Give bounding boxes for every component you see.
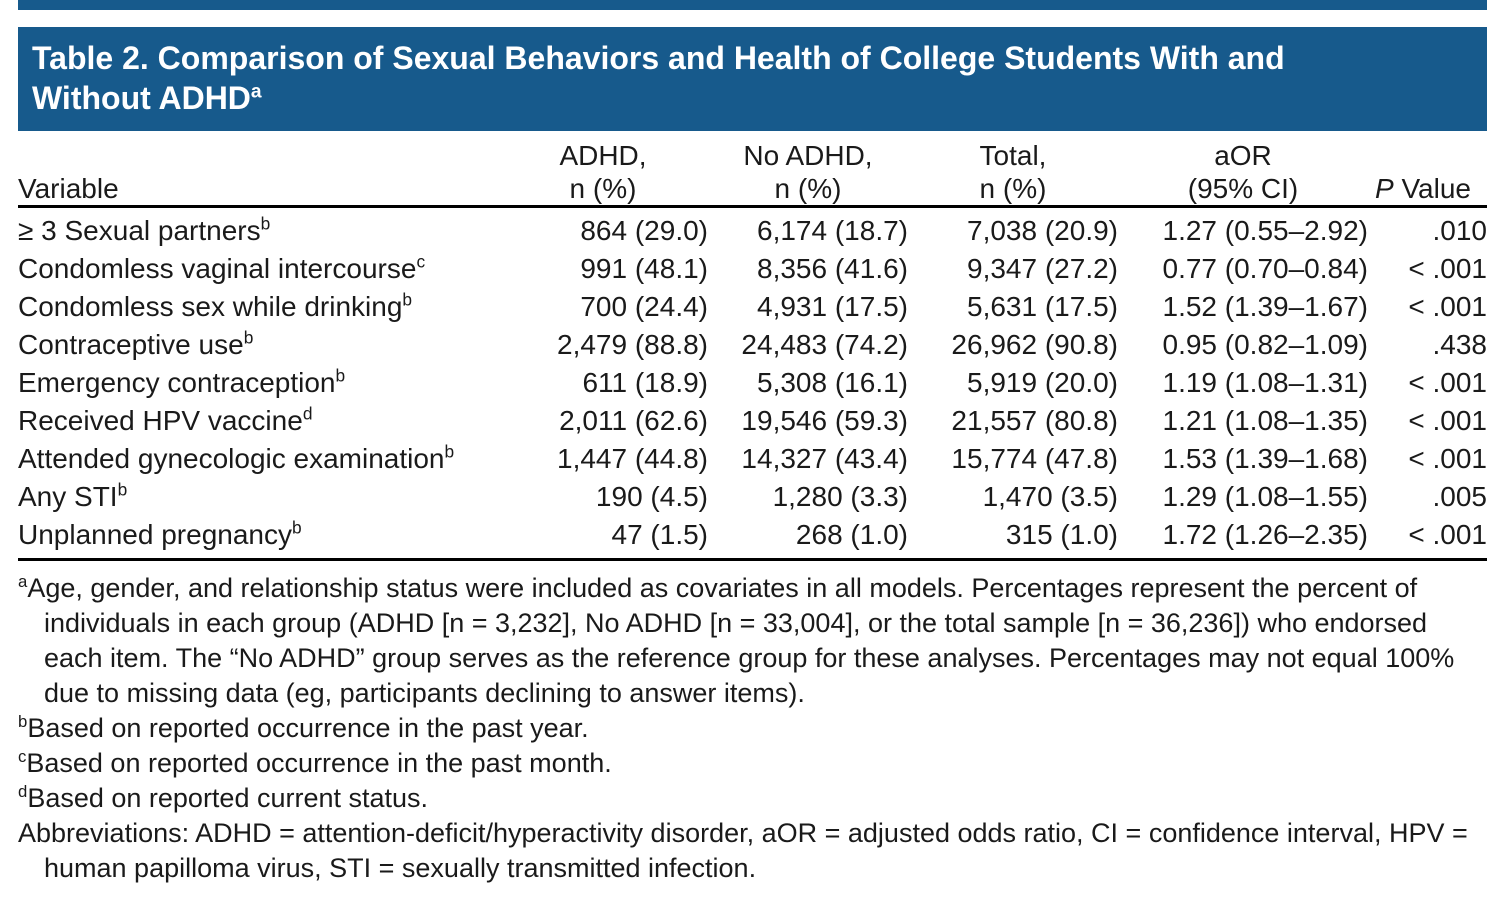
cell-adhd: 190 (4.5) — [595, 481, 708, 512]
cell-total: 7,038 (20.9) — [967, 215, 1118, 246]
footnote-marker: d — [18, 782, 28, 801]
variable-footnote-marker: b — [243, 327, 254, 348]
footnotes — [18, 571, 1487, 886]
footnote-text: Based on reported occurrence in the past month. — [26, 748, 612, 778]
col-header-aor-line1: aOR — [1214, 140, 1272, 171]
cell-p-value: .005 — [1432, 481, 1487, 512]
variable-footnote-marker: b — [260, 213, 271, 234]
table-body — [18, 207, 1487, 560]
col-header-total-line1: Total, — [979, 140, 1047, 171]
footnote-b — [18, 711, 1487, 746]
table-row-sexual-partners — [18, 207, 1487, 251]
variable-footnote-marker: b — [117, 479, 128, 500]
cell-total: 1,470 (3.5) — [982, 481, 1118, 512]
cell-adhd: 611 (18.9) — [582, 367, 708, 398]
variable-footnote-marker: d — [302, 403, 313, 424]
footnote-a — [18, 571, 1487, 711]
table-title-line2 — [32, 78, 1471, 118]
cell-adhd: 2,479 (88.8) — [557, 329, 708, 360]
table-header — [18, 139, 1487, 207]
col-header-no-adhd-line2: n (%) — [774, 173, 842, 204]
variable-label: Attended gynecologic examination — [18, 443, 445, 474]
variable-label: Unplanned pregnancy — [18, 519, 292, 550]
cell-no-adhd: 24,483 (74.2) — [741, 329, 908, 360]
cell-total: 9,347 (27.2) — [967, 253, 1118, 284]
footnote-marker: a — [18, 572, 28, 591]
header-row — [18, 139, 1487, 207]
cell-adhd: 47 (1.5) — [498, 516, 708, 560]
variable-label: Any STI — [18, 481, 118, 512]
footnote-text: Based on reported current status. — [27, 783, 429, 813]
cell-p-value: .438 — [1432, 329, 1487, 360]
cell-p-value: < .001 — [1408, 253, 1487, 284]
col-header-total — [908, 139, 1118, 207]
cell-p-value: < .001 — [1408, 405, 1487, 436]
col-header-adhd — [498, 139, 708, 207]
cell-no-adhd: 14,327 (43.4) — [741, 443, 908, 474]
cell-variable — [18, 250, 498, 288]
col-header-p-rest: Value — [1393, 173, 1471, 204]
table-row-contraceptive-use — [18, 326, 1487, 364]
cell-total: 5,631 (17.5) — [967, 291, 1118, 322]
cell-total: 15,774 (47.8) — [951, 443, 1118, 474]
cell-no-adhd: 4,931 (17.5) — [757, 291, 908, 322]
cell-adhd: 991 (48.1) — [580, 253, 708, 284]
cell-variable — [18, 364, 498, 402]
cell-adhd: 2,011 (62.6) — [559, 405, 708, 436]
cell-no-adhd: 5,308 (16.1) — [757, 367, 908, 398]
table-row-condomless-drinking — [18, 288, 1487, 326]
cell-variable — [18, 516, 498, 560]
cell-no-adhd: 19,546 (59.3) — [741, 405, 908, 436]
table-row-emergency-contraception — [18, 364, 1487, 402]
col-header-p-italic: P — [1374, 173, 1394, 204]
cell-variable — [18, 478, 498, 516]
variable-label: Condomless sex while drinking — [18, 291, 403, 322]
footnote-abbreviations — [18, 816, 1487, 886]
cell-aor: 0.77 (0.70–0.84) — [1162, 253, 1368, 284]
variable-footnote-marker: b — [291, 517, 302, 538]
footnote-text: Based on reported occurrence in the past year. — [27, 713, 589, 743]
footnote-d — [18, 781, 1487, 816]
top-rule-bar — [18, 0, 1487, 10]
col-header-no-adhd — [708, 139, 908, 207]
table-title-banner — [18, 27, 1487, 131]
cell-adhd: 700 (24.4) — [580, 291, 708, 322]
variable-label: Received HPV vaccine — [18, 405, 303, 436]
cell-no-adhd: 268 (1.0) — [708, 516, 908, 560]
footnote-text: Abbreviations: ADHD = attention-deficit/hyperactivity disorder, aOR = adjusted odds ratio, CI = confidence interval, HPV = human papilloma virus, STI = sexually transmitted infection. — [18, 818, 1468, 883]
variable-label: Contraceptive use — [18, 329, 244, 360]
cell-adhd: 1,447 (44.8) — [557, 443, 708, 474]
variable-label: ≥ 3 Sexual partners — [18, 215, 261, 246]
table-row-hpv-vaccine — [18, 402, 1487, 440]
variable-label: Emergency contraception — [18, 367, 336, 398]
cell-no-adhd: 8,356 (41.6) — [757, 253, 908, 284]
cell-p-value: < .001 — [1408, 367, 1487, 398]
col-header-adhd-line1: ADHD, — [559, 140, 647, 171]
cell-p-value: .010 — [1432, 215, 1487, 246]
variable-footnote-marker: c — [416, 251, 426, 272]
cell-aor: 0.95 (0.82–1.09) — [1162, 329, 1368, 360]
table-title-line1: Table 2. Comparison of Sexual Behaviors and Health of College Students With and — [32, 40, 1285, 76]
cell-aor: 1.21 (1.08–1.35) — [1162, 405, 1368, 436]
table-title-footnote-marker: a — [250, 81, 262, 103]
cell-aor: 1.53 (1.39–1.68) — [1162, 443, 1368, 474]
cell-variable — [18, 326, 498, 364]
footnote-text: Age, gender, and relationship status were included as covariates in all models. Percentages represent the percent of individuals in each group (ADHD [n = 3,232], No ADHD [n = 33,004], or the total sample [n = 36,236]) who endorsed each item. The “No ADHD” group serves as the reference group for these analyses. Percentages may not equal 100% due to missing data (eg, participants declining to answer items). — [27, 573, 1455, 708]
cell-variable — [18, 207, 498, 251]
col-header-no-adhd-line1: No ADHD, — [743, 140, 873, 171]
cell-total: 315 (1.0) — [908, 516, 1118, 560]
cell-total: 21,557 (80.8) — [951, 405, 1118, 436]
table-row-any-sti — [18, 478, 1487, 516]
col-header-adhd-line2: n (%) — [569, 173, 637, 204]
footnote-marker: b — [18, 712, 28, 731]
cell-p-value: < .001 — [1408, 291, 1487, 322]
cell-variable — [18, 440, 498, 478]
col-header-variable — [18, 139, 498, 207]
cell-variable — [18, 288, 498, 326]
variable-footnote-marker: b — [444, 441, 455, 462]
cell-total: 26,962 (90.8) — [951, 329, 1118, 360]
col-header-p-value — [1368, 139, 1487, 207]
cell-adhd: 864 (29.0) — [580, 215, 708, 246]
variable-label: Condomless vaginal intercourse — [18, 253, 417, 284]
cell-no-adhd: 1,280 (3.3) — [772, 481, 908, 512]
footnote-c — [18, 746, 1487, 781]
comparison-table — [18, 139, 1487, 561]
cell-variable — [18, 402, 498, 440]
variable-footnote-marker: b — [402, 289, 413, 310]
cell-p-value: < .001 — [1368, 516, 1487, 560]
cell-total: 5,919 (20.0) — [967, 367, 1118, 398]
col-header-aor — [1118, 139, 1368, 207]
table-title-line2-text: Without ADHD — [32, 80, 251, 116]
cell-p-value: < .001 — [1408, 443, 1487, 474]
col-header-total-line2: n (%) — [979, 173, 1047, 204]
col-header-variable-label: Variable — [18, 173, 119, 204]
table-row-condomless-vaginal — [18, 250, 1487, 288]
cell-aor: 1.19 (1.08–1.31) — [1162, 367, 1368, 398]
variable-footnote-marker: b — [335, 365, 346, 386]
table-row-gynecologic-exam — [18, 440, 1487, 478]
table-row-unplanned-pregnancy — [18, 516, 1487, 560]
cell-aor: 1.72 (1.26–2.35) — [1118, 516, 1368, 560]
cell-aor: 1.52 (1.39–1.67) — [1162, 291, 1368, 322]
cell-aor: 1.29 (1.08–1.55) — [1162, 481, 1368, 512]
cell-no-adhd: 6,174 (18.7) — [757, 215, 908, 246]
cell-aor: 1.27 (0.55–2.92) — [1162, 215, 1368, 246]
col-header-aor-line2: (95% CI) — [1187, 173, 1299, 204]
footnote-marker: c — [18, 747, 27, 766]
